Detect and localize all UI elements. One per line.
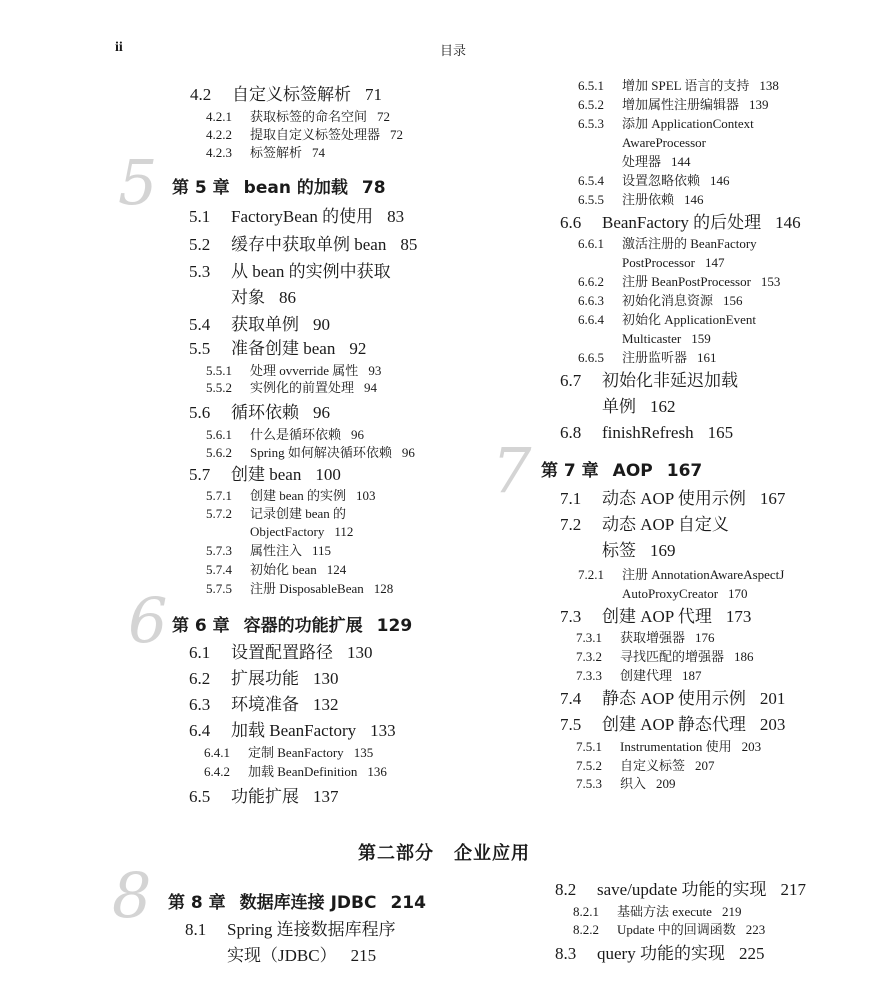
toc-entry[interactable] — [560, 608, 751, 625]
toc-entry-page: 103 — [356, 488, 376, 503]
toc-entry-number: 7.3.3 — [576, 668, 602, 683]
toc-entry-title: 增加 SPEL 语言的支持 — [622, 78, 750, 93]
toc-entry-number: 4.2.2 — [206, 127, 232, 142]
toc-entry-title: 初始化非延迟加载 — [602, 371, 738, 390]
toc-entry-number: 5.6 — [189, 403, 211, 422]
toc-entry-title: bean 的加载 — [243, 178, 348, 198]
toc-entry-page: 74 — [312, 145, 326, 160]
toc-entry[interactable] — [578, 294, 743, 307]
toc-entry[interactable] — [189, 466, 341, 483]
toc-entry[interactable] — [560, 490, 785, 507]
toc-entry[interactable] — [189, 404, 330, 421]
toc-entry-title: 获取增强器 — [620, 630, 686, 645]
toc-entry[interactable] — [206, 364, 381, 377]
toc-entry-number: 5.6.2 — [206, 445, 232, 460]
toc-entry[interactable] — [578, 117, 754, 130]
toc-entry-number: 4.2.3 — [206, 145, 232, 160]
toc-entry-title: Spring 如何解决循环依赖 — [250, 445, 392, 460]
toc-chapter-entry[interactable] — [172, 180, 386, 197]
toc-entry-title: 基础方法 execute — [617, 904, 712, 919]
toc-entry[interactable] — [578, 193, 704, 206]
toc-entry[interactable] — [578, 136, 706, 149]
toc-entry[interactable] — [190, 86, 382, 103]
toc-entry-number: 8.1 — [185, 920, 207, 939]
toc-entry-page: 94 — [364, 380, 378, 395]
toc-entry-number: 6.4.1 — [204, 745, 230, 760]
toc-entry-title: 初始化 bean — [250, 562, 317, 577]
toc-entry-number: 6.6.2 — [578, 274, 604, 289]
toc-entry[interactable] — [576, 759, 715, 772]
toc-entry-title: 什么是循环依赖 — [250, 427, 342, 442]
toc-entry-page: 86 — [279, 288, 296, 307]
toc-entry-number: 6.5.5 — [578, 192, 604, 207]
toc-entry-title: 获取单例 — [231, 315, 299, 334]
toc-entry[interactable] — [560, 516, 729, 533]
toc-entry-number: 第 5 章 — [172, 178, 230, 198]
toc-entry-page: 209 — [656, 776, 676, 791]
toc-entry[interactable] — [189, 263, 391, 280]
toc-entry-page: 130 — [347, 643, 373, 662]
toc-entry-page: 100 — [315, 465, 341, 484]
toc-entry-number: 6.4.2 — [204, 764, 230, 779]
toc-entry-title: 准备创建 bean — [231, 339, 336, 358]
toc-entry-title: 织入 — [620, 776, 647, 791]
toc-entry-page: 71 — [365, 85, 382, 104]
part-heading — [358, 839, 530, 865]
chapter-numeral-watermark: 8 — [112, 859, 152, 932]
toc-entry[interactable] — [206, 507, 346, 520]
toc-entry-number: 5.1 — [189, 207, 211, 226]
toc-entry-title: 添加 ApplicationContext — [622, 116, 754, 131]
toc-entry-number: 第 7 章 — [541, 461, 599, 481]
toc-entry[interactable] — [578, 256, 724, 269]
toc-entry-title: 注册 DisposableBean — [250, 581, 364, 596]
part-label: 第二部分 — [358, 843, 434, 864]
toc-entry-title: ObjectFactory — [250, 524, 325, 539]
toc-entry-page: 72 — [390, 127, 404, 142]
toc-entry[interactable] — [578, 174, 730, 187]
toc-entry-page: 93 — [368, 363, 382, 378]
toc-entry-number: 5.5.1 — [206, 363, 232, 378]
toc-entry[interactable] — [578, 237, 757, 250]
toc-entry-title: 单例 — [602, 397, 636, 416]
toc-entry-title: 激活注册的 BeanFactory — [622, 236, 757, 251]
toc-entry-title: 静态 AOP 使用示例 — [602, 689, 746, 708]
toc-entry-page: 173 — [725, 607, 752, 626]
toc-entry-title: AwareProcessor — [622, 135, 706, 150]
toc-entry[interactable] — [560, 424, 733, 441]
toc-entry[interactable] — [578, 351, 717, 364]
toc-entry-page: 207 — [695, 758, 715, 773]
toc-entry-title: Instrumentation 使用 — [620, 739, 732, 754]
toc-entry[interactable] — [189, 722, 396, 739]
page-number: ii — [115, 40, 123, 55]
toc-entry[interactable] — [206, 582, 393, 595]
toc-entry-title: Multicaster — [622, 331, 682, 346]
toc-entry-page: 217 — [780, 880, 806, 899]
toc-entry-title: BeanFactory 的后处理 — [602, 213, 762, 232]
toc-entry-page: 203 — [741, 739, 762, 754]
running-title: 目录 — [440, 44, 467, 59]
toc-entry-number: 7.3 — [560, 607, 582, 626]
toc-entry-title: 创建 AOP 静态代理 — [602, 715, 746, 734]
toc-entry-page: 90 — [313, 315, 330, 334]
toc-chapter-entry[interactable] — [168, 895, 426, 912]
toc-entry-title: 增加属性注册编辑器 — [622, 97, 740, 112]
toc-entry-title: PostProcessor — [622, 255, 695, 270]
toc-entry-number: 8.3 — [555, 944, 577, 963]
toc-entry-title: 自定义标签解析 — [232, 85, 351, 104]
toc-entry[interactable] — [573, 905, 741, 918]
toc-entry-title: 标签解析 — [250, 145, 303, 160]
toc-entry-title: 设置忽略依赖 — [622, 173, 701, 188]
toc-entry-number: 6.5.3 — [578, 116, 604, 131]
toc-entry[interactable] — [189, 788, 339, 805]
toc-entry-page: 146 — [775, 213, 801, 232]
toc-entry[interactable] — [189, 289, 296, 306]
toc-entry-title: AutoProxyCreator — [622, 586, 719, 601]
toc-entry[interactable] — [206, 544, 331, 557]
toc-entry-page: 83 — [387, 207, 405, 226]
toc-entry[interactable] — [560, 716, 785, 733]
toc-entry-page: 128 — [373, 581, 394, 596]
toc-chapter-entry[interactable] — [172, 618, 412, 635]
toc-entry-number: 5.4 — [189, 315, 211, 334]
toc-entry-title: 注册 BeanPostProcessor — [622, 274, 751, 289]
toc-entry-title: 获取标签的命名空间 — [250, 109, 368, 124]
toc-entry[interactable] — [578, 313, 756, 326]
toc-entry-title: 标签 — [602, 541, 636, 560]
toc-entry-number: 7.3.2 — [576, 649, 602, 664]
toc-entry-number: 6.6 — [560, 213, 582, 232]
toc-entry[interactable] — [189, 316, 330, 333]
toc-entry[interactable] — [578, 79, 779, 92]
toc-entry-title: 处理 ovverride 属性 — [250, 363, 359, 378]
toc-entry-title: 寻找匹配的增强器 — [620, 649, 725, 664]
toc-entry-title: 功能扩展 — [231, 787, 299, 806]
toc-entry[interactable] — [189, 696, 339, 713]
toc-entry-page: 85 — [400, 235, 418, 254]
toc-entry-number: 6.5.4 — [578, 173, 604, 188]
toc-entry-page: 135 — [353, 745, 374, 760]
toc-entry-title: 创建 bean — [231, 465, 302, 484]
toc-entry[interactable] — [189, 340, 366, 357]
toc-entry[interactable] — [576, 631, 715, 644]
toc-entry[interactable] — [206, 146, 325, 159]
toc-entry[interactable] — [185, 947, 376, 964]
toc-entry[interactable] — [578, 587, 748, 600]
toc-entry-page: 153 — [760, 274, 781, 289]
toc-entry-number: 8.2 — [555, 880, 577, 899]
toc-entry[interactable] — [560, 542, 676, 559]
toc-entry-title: finishRefresh — [602, 423, 694, 442]
toc-entry-number: 8.2.2 — [573, 922, 599, 937]
toc-entry-title: 自定义标签 — [620, 758, 686, 773]
toc-entry-title: 提取自定义标签处理器 — [250, 127, 381, 142]
toc-entry-page: 169 — [650, 541, 676, 560]
toc-entry[interactable] — [189, 670, 339, 687]
toc-entry[interactable] — [560, 372, 738, 389]
toc-entry-number: 第 8 章 — [168, 893, 226, 913]
toc-entry-title: 创建 bean 的实例 — [250, 488, 347, 503]
toc-entry-title: FactoryBean 的使用 — [231, 207, 374, 226]
chapter-numeral-watermark: 6 — [128, 584, 168, 657]
toc-entry[interactable] — [206, 428, 364, 441]
toc-entry-number: 7.2 — [560, 515, 582, 534]
toc-entry-title: 注册监听器 — [622, 350, 688, 365]
toc-entry[interactable] — [578, 155, 691, 168]
toc-entry-page: 219 — [721, 904, 742, 919]
toc-entry[interactable] — [555, 945, 764, 962]
toc-entry-page: 96 — [313, 403, 330, 422]
toc-entry-title: 实现（JDBC） — [227, 946, 337, 965]
toc-entry-number: 8.2.1 — [573, 904, 599, 919]
toc-entry-title: 记录创建 bean 的 — [250, 506, 347, 521]
toc-entry-number: 6.5.2 — [578, 97, 604, 112]
toc-entry[interactable] — [560, 690, 785, 707]
toc-entry-page: 167 — [666, 461, 703, 481]
toc-entry-page: 133 — [370, 721, 396, 740]
toc-entry-number: 第 6 章 — [172, 616, 230, 636]
toc-entry-page: 72 — [377, 109, 391, 124]
toc-entry-page: 159 — [691, 331, 711, 346]
toc-entry-page: 146 — [684, 192, 704, 207]
toc-entry-number: 5.5 — [189, 339, 211, 358]
toc-entry[interactable] — [560, 398, 676, 415]
toc-entry-page: 138 — [759, 78, 779, 93]
toc-entry-title: Update 中的回调函数 — [617, 922, 736, 937]
toc-entry-number: 6.4 — [189, 721, 211, 740]
toc-entry-number: 7.5 — [560, 715, 582, 734]
toc-entry-title: query 功能的实现 — [597, 944, 725, 963]
toc-entry[interactable] — [578, 275, 780, 288]
toc-entry[interactable] — [206, 446, 415, 459]
toc-entry-page: 112 — [334, 524, 354, 539]
toc-entry-page: 144 — [671, 154, 691, 169]
toc-entry[interactable] — [560, 214, 801, 231]
toc-entry-number: 5.7.1 — [206, 488, 232, 503]
toc-entry[interactable] — [204, 765, 387, 778]
toc-entry-number: 6.5.1 — [578, 78, 604, 93]
toc-entry-number: 7.5.2 — [576, 758, 602, 773]
toc-entry-title: 注册依赖 — [622, 192, 675, 207]
toc-entry-number: 6.5 — [189, 787, 211, 806]
toc-entry[interactable] — [189, 208, 404, 225]
toc-entry-title: 属性注入 — [250, 543, 303, 558]
toc-entry-page: 214 — [390, 893, 426, 913]
toc-entry-number: 6.2 — [189, 669, 211, 688]
toc-entry[interactable] — [206, 381, 377, 394]
toc-entry-page: 96 — [401, 445, 415, 460]
toc-entry-title: 创建 AOP 代理 — [602, 607, 712, 626]
toc-entry-page: 162 — [650, 397, 676, 416]
toc-entry-title: 动态 AOP 使用示例 — [602, 489, 746, 508]
toc-entry-page: 147 — [704, 255, 725, 270]
toc-entry-title: 数据库连接 JDBC — [239, 893, 377, 913]
toc-entry-number: 5.7.4 — [206, 562, 232, 577]
toc-entry-number: 5.3 — [189, 262, 211, 281]
toc-entry-title: 注册 AnnotationAwareAspectJ — [622, 567, 785, 582]
toc-entry-page: 176 — [695, 630, 715, 645]
toc-entry-number: 7.5.1 — [576, 739, 602, 754]
toc-entry-title: 定制 BeanFactory — [248, 745, 344, 760]
toc-entry-title: 创建代理 — [620, 668, 673, 683]
toc-entry-number: 6.3 — [189, 695, 211, 714]
toc-entry-number: 6.1 — [189, 643, 211, 662]
toc-entry-page: 215 — [350, 946, 377, 965]
toc-entry-number: 6.6.5 — [578, 350, 604, 365]
toc-entry[interactable] — [189, 236, 417, 253]
toc-entry-number: 5.6.1 — [206, 427, 232, 442]
toc-entry[interactable] — [204, 746, 373, 759]
toc-entry[interactable] — [206, 110, 390, 123]
toc-entry-page: 136 — [367, 764, 387, 779]
toc-entry-title: 加载 BeanFactory — [231, 721, 357, 740]
toc-entry-number: 5.7.5 — [206, 581, 232, 596]
toc-entry-title: 扩展功能 — [231, 669, 299, 688]
toc-entry-number: 6.6.3 — [578, 293, 604, 308]
chapter-numeral-watermark: 5 — [118, 146, 158, 219]
toc-entry-page: 96 — [351, 427, 365, 442]
toc-entry-page: 129 — [376, 616, 413, 636]
toc-entry-title: 对象 — [231, 288, 265, 307]
toc-entry-title: 设置配置路径 — [231, 643, 333, 662]
toc-entry[interactable] — [555, 881, 806, 898]
toc-entry-title: 缓存中获取单例 bean — [231, 235, 387, 254]
toc-chapter-entry[interactable] — [541, 463, 702, 480]
toc-entry-page: 186 — [734, 649, 754, 664]
toc-entry-number: 6.8 — [560, 423, 582, 442]
toc-entry-number: 7.4 — [560, 689, 582, 708]
toc-entry-page: 78 — [361, 178, 386, 198]
part-title: 企业应用 — [454, 843, 530, 864]
toc-entry-number: 7.2.1 — [578, 567, 604, 582]
toc-entry-title: 从 bean 的实例中获取 — [231, 262, 391, 281]
toc-entry[interactable] — [576, 669, 702, 682]
toc-entry-page: 223 — [745, 922, 766, 937]
toc-entry-page: 130 — [313, 669, 339, 688]
toc-entry-number: 7.1 — [560, 489, 582, 508]
toc-entry-title: AOP — [612, 461, 653, 481]
toc-entry-page: 92 — [349, 339, 367, 358]
toc-entry-number: 4.2.1 — [206, 109, 232, 124]
toc-entry-page: 167 — [759, 489, 786, 508]
toc-entry-page: 124 — [326, 562, 347, 577]
toc-entry-number: 5.7.2 — [206, 506, 232, 521]
toc-entry[interactable] — [578, 332, 711, 345]
toc-entry[interactable] — [578, 568, 784, 581]
toc-entry-page: 201 — [759, 689, 786, 708]
toc-entry-title: 循环依赖 — [231, 403, 299, 422]
toc-entry-page: 115 — [312, 543, 332, 558]
toc-entry-page: 203 — [759, 715, 786, 734]
toc-entry[interactable] — [576, 650, 754, 663]
toc-entry-number: 6.6.4 — [578, 312, 604, 327]
toc-entry-page: 139 — [749, 97, 769, 112]
toc-entry-title: Spring 连接数据库程序 — [227, 920, 396, 939]
toc-entry[interactable] — [189, 644, 373, 661]
toc-entry-title: save/update 功能的实现 — [597, 880, 767, 899]
toc-entry-number: 5.5.2 — [206, 380, 232, 395]
toc-entry-title: 处理器 — [622, 154, 662, 169]
toc-entry[interactable] — [206, 563, 346, 576]
toc-entry-page: 156 — [723, 293, 743, 308]
toc-entry-page: 146 — [710, 173, 730, 188]
toc-entry[interactable] — [185, 921, 396, 938]
toc-entry-page: 132 — [313, 695, 339, 714]
toc-entry-title: 容器的功能扩展 — [243, 616, 363, 636]
toc-entry[interactable] — [576, 777, 676, 790]
toc-entry-page: 187 — [682, 668, 702, 683]
toc-entry-number: 5.2 — [189, 235, 211, 254]
toc-entry-page: 161 — [697, 350, 717, 365]
toc-entry-number: 5.7 — [189, 465, 211, 484]
toc-entry-title: 动态 AOP 自定义 — [602, 515, 729, 534]
toc-entry-page: 170 — [728, 586, 748, 601]
toc-entry-title: 初始化 ApplicationEvent — [622, 312, 756, 327]
toc-entry[interactable] — [206, 525, 353, 538]
toc-entry[interactable] — [578, 98, 769, 111]
toc-entry-number: 6.6.1 — [578, 236, 604, 251]
toc-entry-title: 加载 BeanDefinition — [248, 764, 358, 779]
toc-entry-title: 环境准备 — [231, 695, 299, 714]
chapter-numeral-watermark: 7 — [492, 434, 532, 507]
toc-entry-title: 实例化的前置处理 — [250, 380, 355, 395]
toc-entry[interactable] — [573, 923, 765, 936]
toc-entry-number: 6.7 — [560, 371, 582, 390]
toc-entry[interactable] — [206, 489, 376, 502]
toc-entry-number: 4.2 — [190, 85, 212, 104]
toc-entry-page: 165 — [707, 423, 734, 442]
toc-entry-number: 7.3.1 — [576, 630, 602, 645]
toc-entry-page: 225 — [738, 944, 765, 963]
toc-entry[interactable] — [206, 128, 403, 141]
toc-entry-number: 5.7.3 — [206, 543, 232, 558]
toc-entry[interactable] — [576, 740, 761, 753]
toc-entry-page: 137 — [313, 787, 339, 806]
toc-entry-title: 初始化消息资源 — [622, 293, 714, 308]
toc-entry-number: 7.5.3 — [576, 776, 602, 791]
